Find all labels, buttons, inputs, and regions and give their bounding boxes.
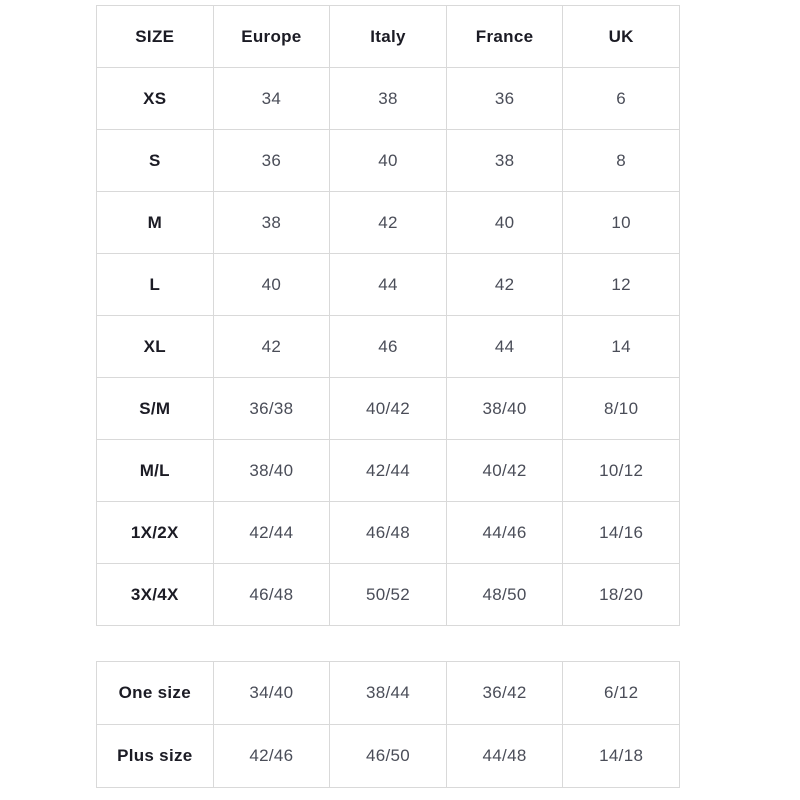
cell-m-europe: 38 [213,192,330,254]
row-label-plus-size: Plus size [97,725,214,788]
table-row-sm [97,378,680,440]
cell-l-italy: 44 [330,254,447,316]
row-label-1x2x: 1X/2X [97,502,214,564]
row-label-sm: S/M [97,378,214,440]
cell-s-france: 38 [446,130,563,192]
cell-xs-france: 36 [446,68,563,130]
row-label-xl: XL [97,316,214,378]
cell-plus-size-france: 44/48 [446,725,563,788]
table-row-1x2x [97,502,680,564]
cell-1x2x-france: 44/46 [446,502,563,564]
row-label-m: M [97,192,214,254]
size-chart-container [96,5,680,788]
cell-m-france: 40 [446,192,563,254]
header-cell-italy: Italy [330,6,447,68]
header-cell-uk: UK [563,6,680,68]
cell-sm-italy: 40/42 [330,378,447,440]
table-row-one-size [97,662,680,725]
table-row-l [97,254,680,316]
row-label-s: S [97,130,214,192]
cell-one-size-france: 36/42 [446,662,563,725]
header-cell-size: SIZE [97,6,214,68]
cell-3x4x-uk: 18/20 [563,564,680,626]
cell-s-europe: 36 [213,130,330,192]
header-cell-france: France [446,6,563,68]
cell-3x4x-italy: 50/52 [330,564,447,626]
table-row-m [97,192,680,254]
cell-1x2x-uk: 14/16 [563,502,680,564]
cell-ml-italy: 42/44 [330,440,447,502]
cell-xl-italy: 46 [330,316,447,378]
cell-1x2x-italy: 46/48 [330,502,447,564]
header-cell-europe: Europe [213,6,330,68]
cell-m-italy: 42 [330,192,447,254]
cell-plus-size-italy: 46/50 [330,725,447,788]
cell-sm-france: 38/40 [446,378,563,440]
cell-one-size-italy: 38/44 [330,662,447,725]
cell-one-size-europe: 34/40 [213,662,330,725]
cell-sm-uk: 8/10 [563,378,680,440]
row-label-3x4x: 3X/4X [97,564,214,626]
cell-ml-france: 40/42 [446,440,563,502]
row-label-l: L [97,254,214,316]
cell-l-europe: 40 [213,254,330,316]
cell-xs-italy: 38 [330,68,447,130]
cell-xl-uk: 14 [563,316,680,378]
cell-xl-france: 44 [446,316,563,378]
cell-xs-uk: 6 [563,68,680,130]
table-row-plus-size [97,725,680,788]
cell-1x2x-europe: 42/44 [213,502,330,564]
table-row-s [97,130,680,192]
cell-m-uk: 10 [563,192,680,254]
row-label-ml: M/L [97,440,214,502]
row-label-one-size: One size [97,662,214,725]
cell-ml-uk: 10/12 [563,440,680,502]
cell-l-uk: 12 [563,254,680,316]
table-row-3x4x [97,564,680,626]
cell-sm-europe: 36/38 [213,378,330,440]
cell-l-france: 42 [446,254,563,316]
cell-s-uk: 8 [563,130,680,192]
table-row-ml [97,440,680,502]
size-conversion-table [96,5,680,626]
cell-plus-size-europe: 42/46 [213,725,330,788]
cell-ml-europe: 38/40 [213,440,330,502]
table-row-xs [97,68,680,130]
cell-3x4x-france: 48/50 [446,564,563,626]
cell-xs-europe: 34 [213,68,330,130]
cell-s-italy: 40 [330,130,447,192]
header-row [97,6,680,68]
cell-xl-europe: 42 [213,316,330,378]
table-row-xl [97,316,680,378]
row-label-xs: XS [97,68,214,130]
cell-3x4x-europe: 46/48 [213,564,330,626]
cell-one-size-uk: 6/12 [563,662,680,725]
special-sizes-table [96,661,680,788]
cell-plus-size-uk: 14/18 [563,725,680,788]
